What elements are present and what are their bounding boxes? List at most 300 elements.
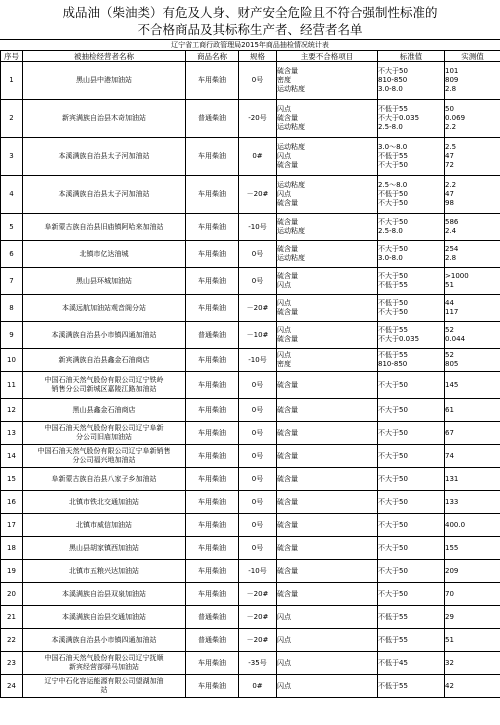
standard-value: 不大于50 — [378, 520, 408, 529]
failed-item: 闪点 — [277, 326, 291, 334]
business-name-line: 本溪满族自治县小市镇四通加油站 — [51, 635, 157, 644]
measured-value: 32 — [445, 658, 454, 667]
business-name-line: 北镇市五粮兴达加油站 — [69, 566, 139, 575]
table-row — [1, 468, 500, 491]
failed-item: 硫含量 — [277, 335, 298, 343]
row-number: 21 — [1, 606, 23, 629]
business-name — [23, 514, 186, 537]
measured-value: 44 — [445, 299, 454, 307]
failed-item: 硫含量 — [277, 272, 298, 280]
business-name — [23, 322, 186, 349]
standard-value-cell — [378, 606, 445, 629]
title-line-1: 成品油（柴油类）有危及人身、财产安全危险且不符合强制性标准的 — [62, 4, 438, 20]
measured-value: 131 — [445, 474, 459, 483]
row-number: 6 — [1, 241, 23, 268]
measured-value: 0.044 — [445, 335, 466, 343]
business-name — [23, 349, 186, 372]
failed-item: 硫含量 — [277, 199, 298, 207]
failed-item: 硫含量 — [277, 380, 298, 389]
standard-value: 不低于55 — [378, 281, 408, 289]
table-row — [1, 100, 500, 138]
measured-value: 586 — [445, 218, 459, 226]
product-name: 车用柴油 — [186, 372, 239, 399]
failed-item-cell — [277, 560, 378, 583]
measured-value: 0.069 — [445, 114, 466, 122]
product-name: 车用柴油 — [186, 583, 239, 606]
table-row — [1, 560, 500, 583]
standard-value: 不大于50 — [378, 67, 408, 75]
business-name-line: 本溪远航加油站观音阁分站 — [62, 303, 146, 312]
failed-item-cell — [277, 176, 378, 214]
business-name-line: 黑山县环城加油站 — [76, 276, 132, 285]
standard-value: 不大于50 — [378, 428, 408, 437]
standard-value: 3.0-8.0 — [378, 254, 403, 262]
business-name-line: 中国石油天然气股份有限公司辽宁阜新 — [44, 424, 164, 432]
table-row — [1, 422, 500, 445]
standard-value: 不大于0.035 — [378, 114, 420, 122]
product-name: 车用柴油 — [186, 176, 239, 214]
failed-item: 硫含量 — [277, 245, 298, 253]
failed-item: 硫含量 — [277, 67, 298, 75]
table-row — [1, 629, 500, 652]
row-number: 15 — [1, 468, 23, 491]
header-measured: 实测值 — [445, 51, 500, 62]
failed-item: 硫含量 — [277, 114, 298, 122]
measured-value-cell — [445, 214, 500, 241]
measured-value: 145 — [445, 380, 459, 389]
row-number: 11 — [1, 372, 23, 399]
standard-value: 2.5-8.0 — [378, 123, 403, 131]
spec: 0号 — [239, 62, 277, 100]
row-number: 14 — [1, 445, 23, 468]
failed-item: 硫含量 — [277, 520, 298, 529]
standard-value: 2.5～8.0 — [378, 181, 408, 189]
standard-value-cell — [378, 583, 445, 606]
measured-value-cell — [445, 629, 500, 652]
product-name: 车用柴油 — [186, 241, 239, 268]
failed-item: 闪点 — [277, 612, 291, 621]
standard-value: 不低于55 — [378, 612, 408, 621]
product-name: 车用柴油 — [186, 514, 239, 537]
table-row — [1, 62, 500, 100]
standard-value-cell — [378, 491, 445, 514]
business-name — [23, 445, 186, 468]
standard-value: 2.5-8.0 — [378, 227, 403, 235]
standard-value-cell — [378, 241, 445, 268]
product-name: 车用柴油 — [186, 214, 239, 241]
business-name — [23, 241, 186, 268]
failed-item-cell — [277, 606, 378, 629]
standard-value-cell — [378, 268, 445, 295]
spec: -10号 — [239, 349, 277, 372]
spec: 0# — [239, 675, 277, 698]
row-number: 12 — [1, 399, 23, 422]
row-number: 9 — [1, 322, 23, 349]
spec: －20# — [239, 583, 277, 606]
business-name-line: 阜新蒙古族自治县旧庙镇阿哈来加油站 — [44, 222, 164, 231]
table-row — [1, 372, 500, 399]
standard-value-cell — [378, 468, 445, 491]
failed-item: 闪点 — [277, 281, 291, 289]
header-spec: 规格 — [239, 51, 277, 62]
failed-item-cell — [277, 138, 378, 176]
measured-value: 805 — [445, 360, 459, 368]
row-number: 23 — [1, 652, 23, 675]
row-number: 2 — [1, 100, 23, 138]
business-name-line: 中国石油天然气股份有限公司辽宁抚顺 — [44, 654, 164, 662]
failed-item: 闪点 — [277, 658, 291, 667]
measured-value-cell — [445, 62, 500, 100]
spec: －20# — [239, 606, 277, 629]
measured-value: 209 — [445, 566, 459, 575]
failed-item-cell — [277, 583, 378, 606]
measured-value: 72 — [445, 161, 454, 169]
spec: 0号 — [239, 537, 277, 560]
business-name-line: 阜新蒙古族自治县八家子乡加油站 — [51, 474, 157, 483]
spec: 0号 — [239, 491, 277, 514]
failed-item: 闪点 — [277, 190, 291, 198]
failed-item: 运动粘度 — [277, 85, 305, 93]
failed-item: 闪点 — [277, 351, 291, 359]
measured-value: 51 — [445, 281, 454, 289]
measured-value: 2.2 — [445, 123, 457, 131]
measured-value-cell — [445, 349, 500, 372]
table-row — [1, 445, 500, 468]
failed-item: 运动粘度 — [277, 143, 305, 151]
standard-value: 3.0～8.0 — [378, 143, 408, 151]
table-row — [1, 241, 500, 268]
product-name: 车用柴油 — [186, 652, 239, 675]
measured-value: >1000 — [445, 272, 469, 280]
measured-value-cell — [445, 537, 500, 560]
standard-value-cell — [378, 560, 445, 583]
business-name-line: 新宾满族自治县木奇加油站 — [62, 114, 146, 122]
standard-value-cell — [378, 62, 445, 100]
measured-value-cell — [445, 422, 500, 445]
product-name: 车用柴油 — [186, 138, 239, 176]
row-number: 13 — [1, 422, 23, 445]
failed-item-cell — [277, 468, 378, 491]
business-name — [23, 583, 186, 606]
product-name: 车用柴油 — [186, 349, 239, 372]
standard-value-cell — [378, 514, 445, 537]
standard-value: 不大于50 — [378, 308, 408, 316]
standard-value: 不大于50 — [378, 161, 408, 169]
document-subtitle: 辽宁省工商行政管理局2015年商品抽检情况统计表 — [0, 39, 500, 50]
failed-item: 硫含量 — [277, 428, 298, 437]
failed-item-cell — [277, 514, 378, 537]
product-name: 车用柴油 — [186, 399, 239, 422]
standard-value: 不大于50 — [378, 543, 408, 552]
measured-value-cell — [445, 560, 500, 583]
header-standard: 标准值 — [378, 51, 445, 62]
spec: －20# — [239, 176, 277, 214]
row-number: 7 — [1, 268, 23, 295]
product-name: 车用柴油 — [186, 491, 239, 514]
table-row — [1, 349, 500, 372]
business-name-line: 北镇市亿达油城 — [79, 249, 129, 258]
table-body — [1, 62, 500, 698]
business-name-line: 本溪满族自治县交通加油站 — [62, 612, 146, 621]
measured-value: 67 — [445, 428, 454, 437]
standard-value-cell — [378, 399, 445, 422]
measured-value: 61 — [445, 405, 454, 414]
standard-value-cell — [378, 322, 445, 349]
standard-value: 不大于50 — [378, 589, 408, 598]
standard-value-cell — [378, 176, 445, 214]
standard-value: 不低于55 — [378, 105, 408, 113]
standard-value: 810-850 — [378, 360, 408, 368]
product-name: 普通柴油 — [186, 100, 239, 138]
measured-value-cell — [445, 268, 500, 295]
table-row — [1, 268, 500, 295]
business-name — [23, 606, 186, 629]
document-title — [0, 0, 500, 39]
business-name-line: 辽宁中石化容运能源有限公司望湖加油 — [44, 677, 164, 685]
standard-value: 不大于0.035 — [378, 335, 420, 343]
measured-value-cell — [445, 100, 500, 138]
business-name-line: 中国石油天然气股份有限公司辽宁阜新销售 — [37, 447, 171, 455]
business-name — [23, 422, 186, 445]
spec: 0号 — [239, 241, 277, 268]
spec: 0号 — [239, 422, 277, 445]
business-name — [23, 214, 186, 241]
business-name-line: 新宾经营部驿马加油站 — [69, 663, 139, 671]
row-number: 22 — [1, 629, 23, 652]
failed-item-cell — [277, 652, 378, 675]
business-name — [23, 268, 186, 295]
failed-item: 硫含量 — [277, 218, 298, 226]
business-name — [23, 675, 186, 698]
measured-value: 52 — [445, 326, 454, 334]
business-name-line: 本溪满族自治县双泉加油站 — [62, 589, 146, 598]
product-name: 车用柴油 — [186, 560, 239, 583]
failed-item-cell — [277, 268, 378, 295]
standard-value: 不大于50 — [378, 199, 408, 207]
table-row — [1, 537, 500, 560]
standard-value-cell — [378, 445, 445, 468]
failed-item-cell — [277, 372, 378, 399]
business-name-line: 新宾满族自治县鑫金石油商店 — [58, 355, 150, 364]
failed-item: 运动粘度 — [277, 181, 305, 189]
measured-value: 47 — [445, 190, 454, 198]
failed-item: 硫含量 — [277, 405, 298, 414]
standard-value: 不大于50 — [378, 566, 408, 575]
standard-value-cell — [378, 652, 445, 675]
measured-value-cell — [445, 445, 500, 468]
table-row — [1, 214, 500, 241]
failed-item: 硫含量 — [277, 497, 298, 506]
measured-value-cell — [445, 491, 500, 514]
business-name-line: 黑山县鑫金石油商店 — [72, 405, 136, 414]
business-name — [23, 295, 186, 322]
business-name — [23, 652, 186, 675]
table-row — [1, 606, 500, 629]
standard-value-cell — [378, 214, 445, 241]
spec: 0# — [239, 138, 277, 176]
row-number: 19 — [1, 560, 23, 583]
measured-value-cell — [445, 675, 500, 698]
failed-item: 运动粘度 — [277, 227, 305, 235]
failed-item: 硫含量 — [277, 566, 298, 575]
business-name — [23, 491, 186, 514]
table-header-row — [1, 51, 500, 62]
business-name — [23, 372, 186, 399]
business-name-line: 分公司福兴地加油站 — [72, 456, 136, 464]
standard-value-cell — [378, 675, 445, 698]
failed-item: 硫含量 — [277, 161, 298, 169]
table-row — [1, 138, 500, 176]
business-name — [23, 176, 186, 214]
failed-item: 闪点 — [277, 152, 291, 160]
measured-value-cell — [445, 295, 500, 322]
business-name-line: 本溪满族自治县太子河加油站 — [58, 190, 150, 198]
row-number: 4 — [1, 176, 23, 214]
measured-value: 51 — [445, 635, 454, 644]
row-number: 5 — [1, 214, 23, 241]
business-name — [23, 100, 186, 138]
business-name-line: 中国石油天然气股份有限公司辽宁铁岭 — [44, 376, 164, 384]
failed-item: 密度 — [277, 360, 291, 368]
standard-value-cell — [378, 537, 445, 560]
standard-value: 不大于50 — [378, 405, 408, 414]
standard-value: 不大于50 — [378, 451, 408, 460]
measured-value: 400.0 — [445, 520, 466, 529]
table-row — [1, 176, 500, 214]
row-number: 3 — [1, 138, 23, 176]
measured-value: 50 — [445, 105, 454, 113]
business-name — [23, 560, 186, 583]
measured-value-cell — [445, 606, 500, 629]
measured-value-cell — [445, 514, 500, 537]
measured-value: 2.8 — [445, 85, 457, 93]
measured-value: 2.2 — [445, 181, 457, 189]
business-name — [23, 138, 186, 176]
row-number: 18 — [1, 537, 23, 560]
business-name-line: 销售分公司新城区嘉陵江路加油站 — [51, 385, 157, 393]
failed-item: 闪点 — [277, 681, 291, 690]
failed-item: 闪点 — [277, 299, 291, 307]
results-table — [0, 50, 500, 698]
standard-value: 不大于50 — [378, 497, 408, 506]
spec: 0号 — [239, 268, 277, 295]
measured-value-cell — [445, 399, 500, 422]
spec: 0号 — [239, 445, 277, 468]
failed-item-cell — [277, 445, 378, 468]
product-name: 车用柴油 — [186, 468, 239, 491]
row-number: 8 — [1, 295, 23, 322]
failed-item: 硫含量 — [277, 589, 298, 598]
spec: -10号 — [239, 560, 277, 583]
business-name-line: 北镇市铁北交通加油站 — [69, 497, 139, 506]
measured-value: 2.4 — [445, 227, 457, 235]
standard-value: 不低于45 — [378, 658, 408, 667]
product-name: 普通柴油 — [186, 322, 239, 349]
failed-item: 闪点 — [277, 105, 291, 113]
standard-value: 不大于50 — [378, 245, 408, 253]
title-line-2: 不合格商品及其标称生产者、经营者名单 — [137, 21, 363, 37]
failed-item-cell — [277, 295, 378, 322]
measured-value: 2.5 — [445, 143, 457, 151]
header-items: 主要不合格项目 — [277, 51, 378, 62]
spec: －10# — [239, 322, 277, 349]
business-name-line: 分公司旧庙加油站 — [76, 433, 132, 441]
failed-item-cell — [277, 422, 378, 445]
spec: -10号 — [239, 214, 277, 241]
measured-value: 133 — [445, 497, 459, 506]
measured-value: 70 — [445, 589, 454, 598]
spec: －20# — [239, 295, 277, 322]
standard-value-cell — [378, 372, 445, 399]
row-number: 24 — [1, 675, 23, 698]
measured-value: 29 — [445, 612, 454, 621]
product-name: 普通柴油 — [186, 606, 239, 629]
failed-item: 硫含量 — [277, 451, 298, 460]
measured-value-cell — [445, 241, 500, 268]
product-name: 车用柴油 — [186, 445, 239, 468]
table-row — [1, 652, 500, 675]
business-name-line: 黑山县胡家镇西加油站 — [69, 543, 139, 552]
standard-value: 不低于55 — [378, 681, 408, 690]
table-row — [1, 514, 500, 537]
measured-value: 101 — [445, 67, 459, 75]
product-name: 车用柴油 — [186, 675, 239, 698]
business-name — [23, 537, 186, 560]
product-name: 车用柴油 — [186, 422, 239, 445]
measured-value-cell — [445, 372, 500, 399]
table-row — [1, 583, 500, 606]
standard-value: 不大于50 — [378, 474, 408, 483]
product-name: 普通柴油 — [186, 629, 239, 652]
standard-value-cell — [378, 295, 445, 322]
business-name — [23, 468, 186, 491]
standard-value: 不低于55 — [378, 152, 408, 160]
measured-value: 98 — [445, 199, 454, 207]
table-row — [1, 675, 500, 698]
failed-item-cell — [277, 241, 378, 268]
row-number: 20 — [1, 583, 23, 606]
standard-value: 不低于50 — [378, 190, 408, 198]
measured-value-cell — [445, 468, 500, 491]
business-name — [23, 399, 186, 422]
spec: -35号 — [239, 652, 277, 675]
failed-item-cell — [277, 399, 378, 422]
failed-item: 密度 — [277, 76, 291, 84]
measured-value-cell — [445, 138, 500, 176]
measured-value: 42 — [445, 681, 454, 690]
business-name — [23, 629, 186, 652]
standard-value: 不大于50 — [378, 272, 408, 280]
standard-value-cell — [378, 100, 445, 138]
spec: -20号 — [239, 100, 277, 138]
measured-value-cell — [445, 652, 500, 675]
measured-value: 47 — [445, 152, 454, 160]
product-name: 车用柴油 — [186, 268, 239, 295]
failed-item-cell — [277, 675, 378, 698]
row-number: 17 — [1, 514, 23, 537]
row-number: 10 — [1, 349, 23, 372]
business-name-line: 北镇市威信加油站 — [76, 520, 132, 529]
measured-value-cell — [445, 583, 500, 606]
standard-value: 不大于50 — [378, 380, 408, 389]
row-number: 1 — [1, 62, 23, 100]
standard-value-cell — [378, 138, 445, 176]
spec: 0号 — [239, 399, 277, 422]
standard-value: 810-850 — [378, 76, 408, 84]
failed-item: 硫含量 — [277, 308, 298, 316]
measured-value: 809 — [445, 76, 459, 84]
failed-item-cell — [277, 491, 378, 514]
